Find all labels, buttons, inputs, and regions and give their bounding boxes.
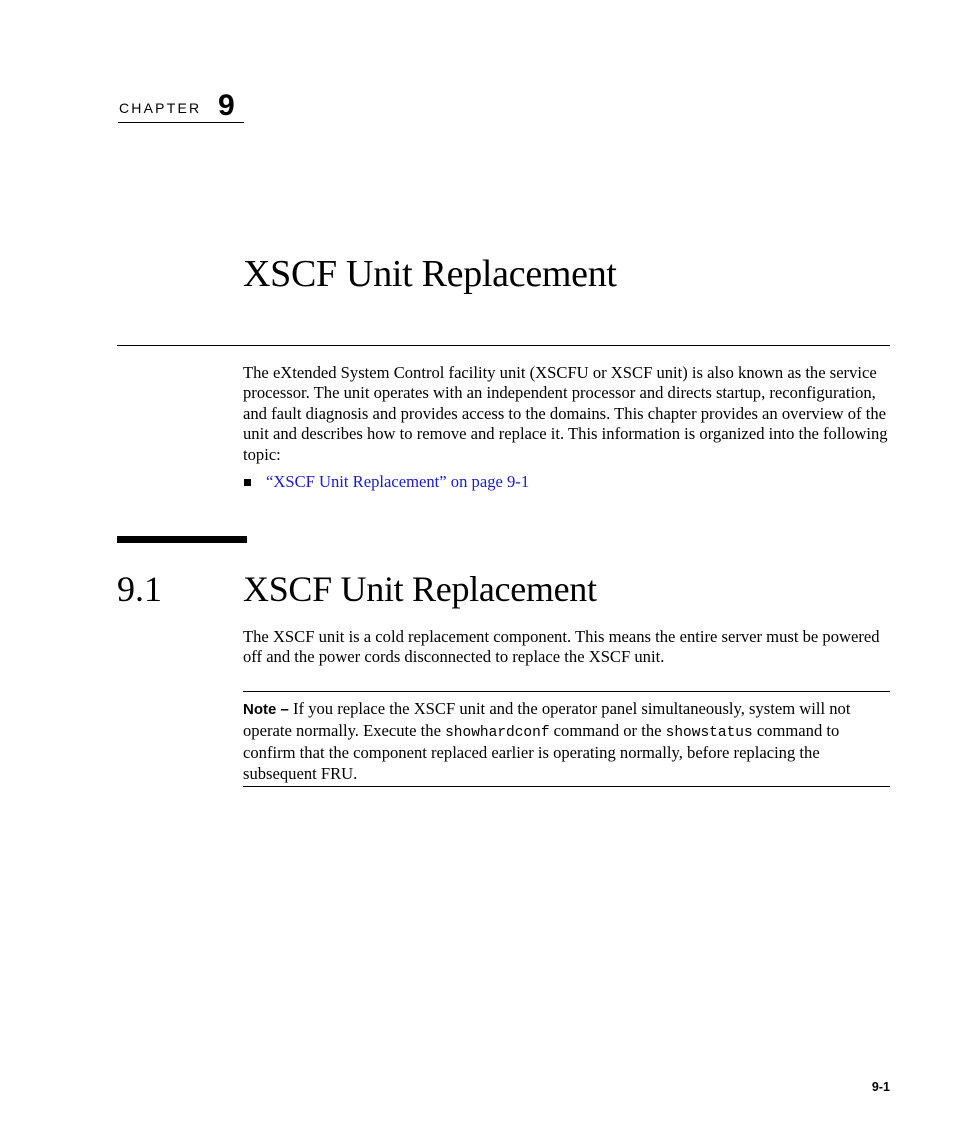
toc-list xyxy=(243,472,529,492)
section-title: XSCF Unit Replacement xyxy=(243,569,597,609)
page-number: 9-1 xyxy=(871,1080,890,1094)
toc-link-xscf-unit-replacement[interactable]: “XSCF Unit Replacement” on page 9-1 xyxy=(266,472,530,491)
command-showstatus: showstatus xyxy=(665,724,753,741)
chapter-number: 9 xyxy=(218,89,235,122)
square-bullet-icon xyxy=(244,479,251,486)
chapter-label xyxy=(118,88,244,123)
section-number: 9.1 xyxy=(117,569,162,609)
note-text-part-3: command to confirm that the component replaced earlier is operating normally, before replacing the subsequent FRU. xyxy=(243,720,840,783)
note-box xyxy=(243,691,890,787)
intro-paragraph: The eXtended System Control facility unit (XSCFU or XSCF unit) is also known as the service processor. The unit operates with an independent processor and directs startup, reconfiguration, and fault diagnosis and provides access to the domains. This chapter provides an overview of the unit and describes how to remove and replace it. This information is organized into the following topic: xyxy=(243,363,888,464)
toc-item xyxy=(243,472,529,492)
chapter-title: XSCF Unit Replacement xyxy=(243,253,617,295)
note-text xyxy=(243,692,890,784)
chapter-word: CHAPTER xyxy=(119,100,202,116)
note-text-part-1: If you replace the XSCF unit and the operator panel simultaneously, system will not operate normally. Execute the xyxy=(243,699,851,740)
title-rule xyxy=(117,345,890,346)
command-showhardconf: showhardconf xyxy=(445,724,550,741)
section-bar xyxy=(117,536,247,543)
note-label: Note – xyxy=(243,701,289,718)
note-text-part-2: command or the xyxy=(549,720,666,740)
section-paragraph: The XSCF unit is a cold replacement component. This means the entire server must be powered off and the power cords disconnected to replace the XSCF unit. xyxy=(243,627,880,667)
